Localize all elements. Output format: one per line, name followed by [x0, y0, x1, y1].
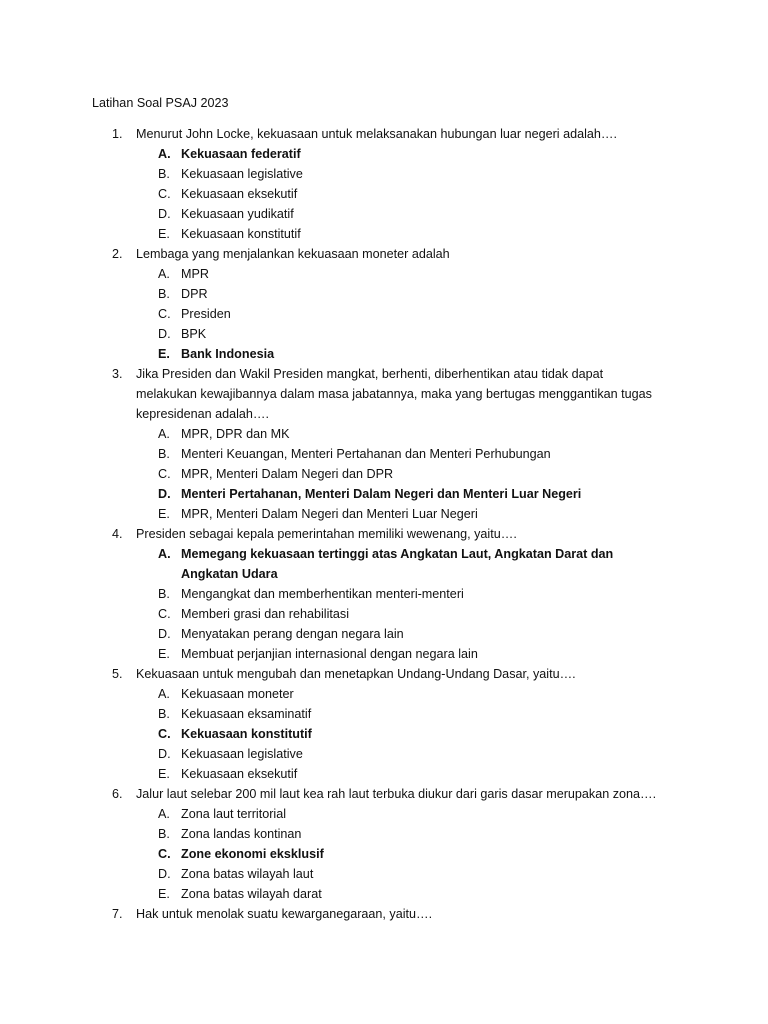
option-text: Presiden [181, 307, 231, 321]
option-text: Menyatakan perang dengan negara lain [181, 627, 404, 641]
answer-option [0, 504, 768, 524]
question-item [0, 784, 768, 904]
question-text: Kekuasaan untuk mengubah dan menetapkan Undang-Undang Dasar, yaitu…. [136, 667, 576, 681]
option-text: Zona batas wilayah laut [181, 867, 314, 881]
question-text: Lembaga yang menjalankan kekuasaan moneter adalah [136, 247, 450, 261]
option-text: Kekuasaan konstitutif [181, 227, 301, 241]
question-number: 5. [112, 667, 123, 681]
option-text: BPK [181, 327, 207, 341]
answer-option [0, 704, 768, 724]
answer-option [0, 304, 768, 324]
option-text: Zone ekonomi eksklusif [181, 847, 324, 861]
question-item [0, 524, 768, 664]
option-letter: E. [158, 647, 170, 661]
question-item [0, 364, 768, 524]
option-text: Bank Indonesia [181, 347, 275, 361]
answer-option-highlighted [0, 844, 768, 864]
question-number: 6. [112, 787, 123, 801]
answer-option [0, 804, 768, 824]
option-letter: E. [158, 347, 170, 361]
answer-option-highlighted [0, 484, 768, 504]
option-text: Zona laut territorial [181, 807, 286, 821]
document-title: Latihan Soal PSAJ 2023 [92, 96, 229, 110]
option-text: Membuat perjanjian internasional dengan negara lain [181, 647, 478, 661]
question-number: 7. [112, 907, 123, 921]
question-list [0, 124, 768, 924]
answer-option [0, 824, 768, 844]
option-text: Zona batas wilayah darat [181, 887, 322, 901]
option-letter: A. [158, 807, 170, 821]
option-text: Memberi grasi dan rehabilitasi [181, 607, 349, 621]
question-number: 2. [112, 247, 123, 261]
answer-option [0, 684, 768, 704]
option-letter: C. [158, 727, 171, 741]
option-text: MPR, Menteri Dalam Negeri dan Menteri Luar Negeri [181, 507, 478, 521]
option-text: Mengangkat dan memberhentikan menteri-menteri [181, 587, 464, 601]
option-letter: B. [158, 827, 170, 841]
option-text: Zona landas kontinan [181, 827, 302, 841]
option-letter: D. [158, 327, 171, 341]
answer-option [0, 584, 768, 604]
option-text: Menteri Keuangan, Menteri Pertahanan dan Menteri Perhubungan [181, 447, 551, 461]
question-item [0, 124, 768, 244]
answer-options [0, 684, 768, 784]
option-text: MPR [181, 267, 209, 281]
question-item [0, 664, 768, 784]
option-text: Kekuasaan moneter [181, 687, 294, 701]
answer-option [0, 224, 768, 244]
option-text: Kekuasaan legislative [181, 167, 303, 181]
option-letter: D. [158, 867, 171, 881]
option-letter: C. [158, 187, 171, 201]
answer-option [0, 624, 768, 644]
option-letter: B. [158, 447, 170, 461]
answer-option [0, 644, 768, 664]
option-text: MPR, DPR dan MK [181, 427, 290, 441]
question-number: 3. [112, 367, 123, 381]
option-letter: E. [158, 887, 170, 901]
option-letter: D. [158, 207, 171, 221]
answer-option [0, 864, 768, 884]
answer-option-highlighted [0, 344, 768, 364]
option-letter: E. [158, 767, 170, 781]
question-number: 1. [112, 127, 123, 141]
answer-options [0, 264, 768, 364]
question-item [0, 244, 768, 364]
option-text: Kekuasaan eksekutif [181, 187, 298, 201]
option-letter: A. [158, 147, 171, 161]
option-letter: A. [158, 547, 171, 561]
option-letter: C. [158, 607, 171, 621]
question-item [0, 904, 768, 924]
answer-option [0, 444, 768, 464]
answer-options [0, 424, 768, 524]
option-letter: D. [158, 627, 171, 641]
option-letter: A. [158, 267, 170, 281]
answer-option-highlighted [0, 724, 768, 744]
option-text: Memegang kekuasaan tertinggi atas Angkatan Laut, Angkatan Darat dan Angkatan Udara [181, 547, 614, 581]
answer-option [0, 464, 768, 484]
option-letter: C. [158, 307, 171, 321]
option-text: Kekuasaan yudikatif [181, 207, 294, 221]
answer-option [0, 184, 768, 204]
answer-option [0, 764, 768, 784]
answer-option [0, 324, 768, 344]
question-text: Menurut John Locke, kekuasaan untuk melaksanakan hubungan luar negeri adalah…. [136, 127, 617, 141]
question-text: Jika Presiden dan Wakil Presiden mangkat, berhenti, diberhentikan atau tidak dapat melakukan kewajibannya dalam masa jabatannya, maka yang bertugas menggantikan tugas kepresidenan adalah…. [136, 367, 652, 421]
answer-option [0, 884, 768, 904]
option-letter: C. [158, 467, 171, 481]
option-text: DPR [181, 287, 208, 301]
option-text: Kekuasaan legislative [181, 747, 303, 761]
option-letter: D. [158, 487, 171, 501]
option-letter: B. [158, 707, 170, 721]
answer-option [0, 284, 768, 304]
option-text: Kekuasaan federatif [181, 147, 301, 161]
answer-options [0, 144, 768, 244]
option-letter: B. [158, 167, 170, 181]
question-text: Presiden sebagai kepala pemerintahan memiliki wewenang, yaitu…. [136, 527, 517, 541]
answer-option-highlighted [0, 144, 768, 164]
option-letter: A. [158, 687, 170, 701]
option-letter: E. [158, 507, 170, 521]
option-text: MPR, Menteri Dalam Negeri dan DPR [181, 467, 394, 481]
option-text: Menteri Pertahanan, Menteri Dalam Negeri dan Menteri Luar Negeri [181, 487, 582, 501]
answer-option-highlighted [0, 544, 768, 584]
answer-option [0, 604, 768, 624]
option-text: Kekuasaan eksekutif [181, 767, 298, 781]
question-text: Jalur laut selebar 200 mil laut kea rah laut terbuka diukur dari garis dasar merupakan zona…. [136, 787, 657, 801]
answer-option [0, 744, 768, 764]
option-letter: B. [158, 587, 170, 601]
option-text: Kekuasaan konstitutif [181, 727, 312, 741]
question-text: Hak untuk menolak suatu kewarganegaraan, yaitu…. [136, 907, 433, 921]
answer-options [0, 544, 768, 664]
answer-option [0, 164, 768, 184]
option-letter: B. [158, 287, 170, 301]
option-letter: D. [158, 747, 171, 761]
answer-option [0, 424, 768, 444]
answer-option [0, 264, 768, 284]
option-text: Kekuasaan eksaminatif [181, 707, 312, 721]
answer-option [0, 204, 768, 224]
option-letter: C. [158, 847, 171, 861]
question-number: 4. [112, 527, 123, 541]
option-letter: A. [158, 427, 170, 441]
option-letter: E. [158, 227, 170, 241]
answer-options [0, 804, 768, 904]
